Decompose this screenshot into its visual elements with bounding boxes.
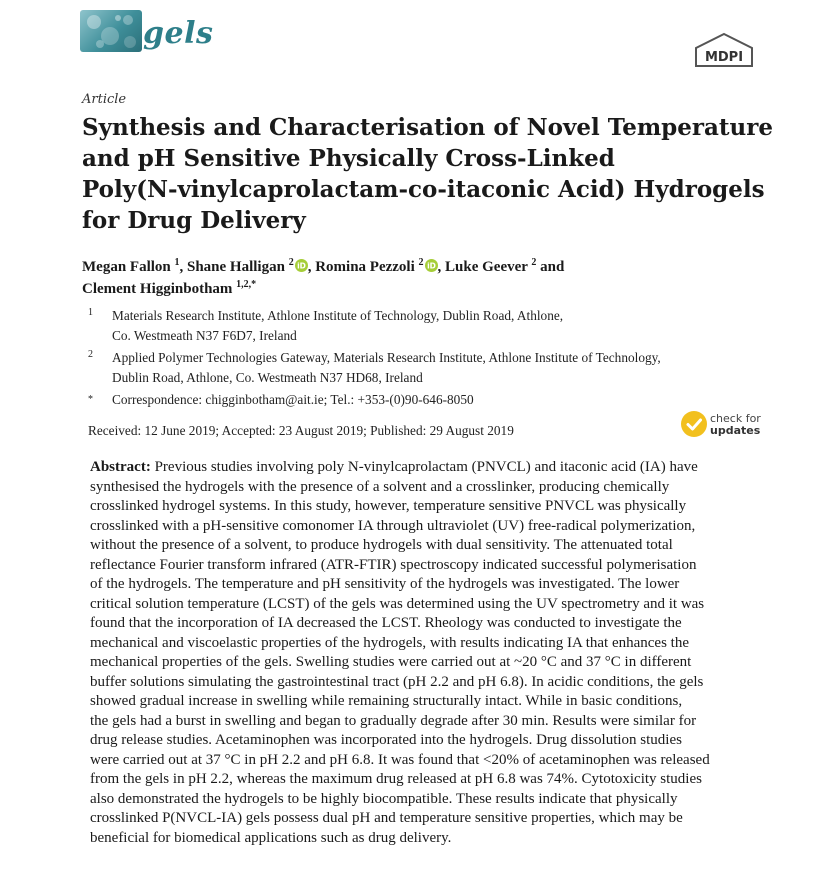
check-updates-icon	[680, 410, 708, 438]
author-affil-sup: 1,2,*	[236, 279, 257, 290]
abstract-line: found that the incorporation of IA decreased the LCST. Rheology was conducted to investigate the	[90, 615, 682, 631]
abstract-line: without the presence of a solvent, to produce hydrogels with dual sensitivity. The attenuated total	[90, 537, 673, 553]
abstract-line: from the gels in pH 2.2, whereas the maximum drug released at pH 6.8 was 74%. Cytotoxicity studies	[90, 771, 702, 787]
orcid-icon[interactable]	[295, 259, 308, 272]
orcid-icon[interactable]	[425, 259, 438, 272]
affiliations	[88, 306, 768, 410]
journal-logo-icon	[80, 10, 142, 52]
abstract-line: mechanical and viscoelastic properties of the hydrogels, with results indicating IA that enhances the	[90, 634, 689, 651]
abstract-line: crosslinked with a pH-sensitive comonomer IA through ultraviolet (UV) free-radical polymerization,	[90, 517, 696, 534]
abstract-line: crosslinked hydrogel systems. In this study, however, temperature sensitive PNVCL was physically	[90, 498, 687, 514]
author-name[interactable]: Luke Geever	[445, 259, 528, 275]
author-line: Megan Fallon $^1$, Shane Halligan $^2$ iD , Romina Pezzoli $^2$ iD , Luke Geever $^2$ and	[82, 257, 565, 275]
page-header	[80, 10, 760, 66]
correspondence: * Correspondence: chigginbotham@ait.ie; Tel.: +353-(0)90-646-8050	[88, 390, 768, 410]
author-list	[82, 256, 762, 300]
title-line: for Drug Delivery	[82, 207, 306, 234]
abstract	[90, 458, 762, 848]
paper-title	[82, 112, 772, 236]
title-line: and pH Sensitive Physically Cross-Linked	[82, 145, 615, 172]
author-name[interactable]: Romina Pezzoli	[315, 259, 415, 275]
abstract-line: reflectance Fourier transform infrared (ATR-FTIR) spectroscopy indicated successful polymerisation	[90, 556, 697, 573]
journal-name: gels	[143, 16, 214, 51]
title-line: Synthesis and Characterisation of Novel Temperature	[82, 114, 774, 141]
svg-text:iD: iD	[296, 261, 306, 271]
abstract-line: synthesised the hydrogels with the presence of a solvent and a crosslinker, producing chemically	[90, 478, 670, 495]
affiliation-item: 1 Materials Research Institute, Athlone Institute of Technology, Dublin Road, Athlone, Co. Westmeath N37 F6D7, Ireland	[88, 306, 768, 346]
author-line	[82, 278, 762, 300]
affiliation-number: *	[88, 394, 93, 405]
abstract-line: of the hydrogels. The temperature and pH sensitivity of the hydrogels was investigated. The lower	[90, 576, 680, 592]
mdpi-logo-icon	[692, 32, 756, 68]
affiliation-item: 2 Applied Polymer Technologies Gateway, Materials Research Institute, Athlone Institute of Technology, Dublin Road, Athlone, Co. Westmeath N37 HD68, Ireland	[88, 348, 768, 388]
affiliation-number: 2	[88, 349, 93, 360]
author-affil-sup: 2	[288, 257, 294, 268]
check-for-updates-button[interactable]: check for updates	[680, 410, 760, 440]
affiliation-number: 1	[88, 307, 93, 318]
abstract-line: showed gradual increase in swelling while remaining structurally intact. While in basic conditions,	[90, 693, 683, 709]
author-name[interactable]: Megan Fallon	[82, 259, 171, 275]
article-type: Article	[82, 92, 127, 107]
author-affil-sup: 1	[174, 257, 180, 268]
abstract-line: mechanical properties of the gels. Swelling studies were carried out at ~20 °C and 37 °C in different	[90, 654, 692, 670]
author-name[interactable]: Shane Halligan	[187, 259, 285, 275]
abstract-line: Abstract: Previous studies involving poly N-vinylcaprolactam (PNVCL) and itaconic acid (IA) have	[90, 459, 698, 475]
abstract-line: also demonstrated the hydrogels to be highly biocompatible. These results indicate that physically	[90, 790, 678, 807]
abstract-line: were carried out at 37 °C in pH 2.2 and pH 6.8. It was found that <20% of acetaminophen was released	[90, 751, 710, 768]
publisher-name: MDPI	[704, 50, 744, 65]
author-affil-sup: 2	[418, 257, 424, 268]
title-line: Poly(N-vinylcaprolactam-co-itaconic Acid) Hydrogels	[82, 176, 765, 203]
abstract-line: the gels had a burst in swelling and began to gradually degrade after 30 min. Results were similar for	[90, 712, 697, 729]
svg-text:iD: iD	[426, 261, 436, 271]
abstract-label: Abstract:	[90, 459, 151, 475]
abstract-line: critical solution temperature (LCST) of the gels was determined using the UV spectrometry and it was	[90, 595, 705, 612]
abstract-line: beneficial for biomedical applications such as drug delivery.	[90, 829, 452, 846]
abstract-line: drug release studies. Acetaminophen was incorporated into the hydrogels. Drug dissolution studies	[90, 732, 682, 748]
abstract-line: buffer solutions simulating the gastrointestinal tract (pH 2.2 and pH 6.8). In acidic conditions, the gels	[90, 673, 704, 690]
publication-dates: Received: 12 June 2019; Accepted: 23 August 2019; Published: 29 August 2019	[88, 423, 514, 438]
author-name[interactable]: Clement Higginbotham	[82, 281, 233, 297]
author-affil-sup: 2	[531, 257, 537, 268]
abstract-line: crosslinked P(NVCL-IA) gels possess dual pH and temperature sensitive properties, which may be	[90, 810, 683, 826]
